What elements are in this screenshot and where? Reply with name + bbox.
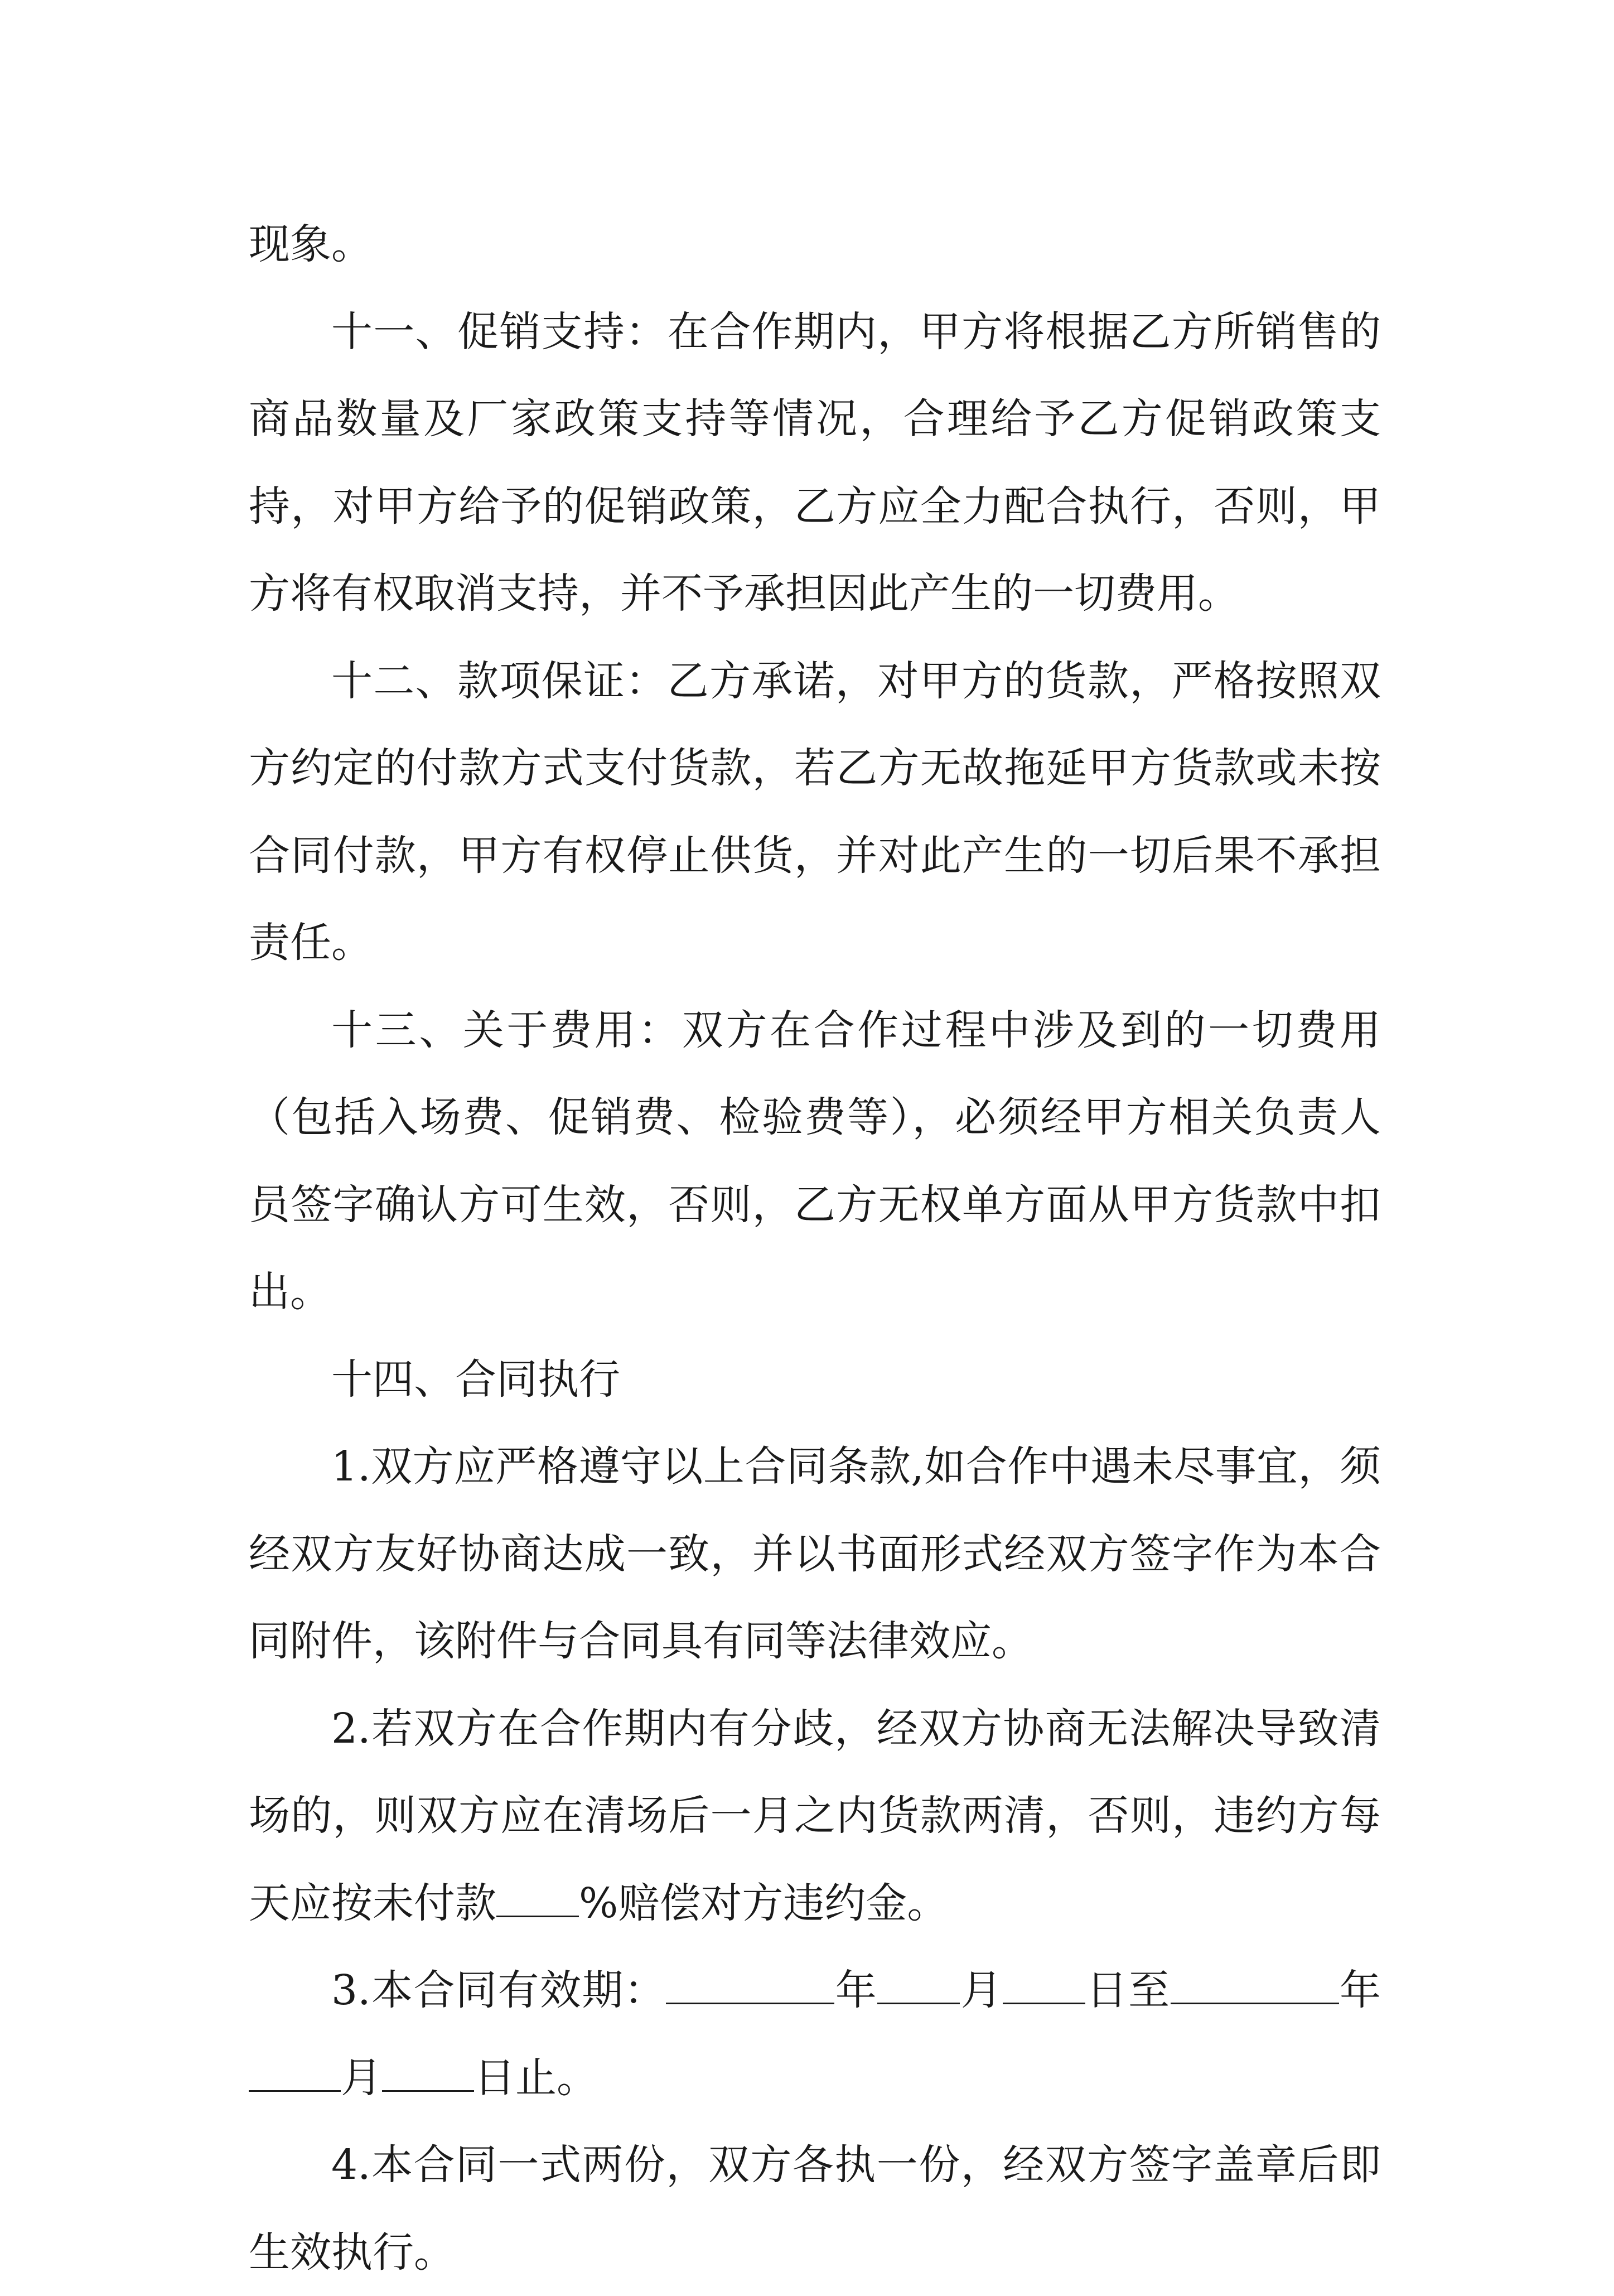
- clause-13-fees: 十三、关于费用：双方在合作过程中涉及到的一切费用（包括入场费、促销费、检验费等），必须经甲方相关负责人员签字确认方可生效，否则，乙方无权单方面从甲方货款中扣出。: [249, 1006, 1381, 1316]
- clause-12-payment-guarantee: 十二、款项保证：乙方承诺，对甲方的货款，严格按照双方约定的付款方式支付货款，若乙方无故拖延甲方货款或未按合同付款，甲方有权停止供货，并对此产生的一切后果不承担责任。: [249, 657, 1381, 967]
- clause-14-item-3: [249, 1947, 1381, 2121]
- year-label: 年: [834, 1966, 878, 2014]
- validity-label: 3.本合同有效期：: [331, 1966, 666, 2014]
- month-label-2: 月: [341, 2053, 382, 2102]
- contract-body: [249, 201, 1381, 2296]
- clause-14-heading: 十四、合同执行: [331, 1355, 620, 1403]
- clause-14-item-4: 4.本合同一式两份，双方各执一份，经双方签字盖章后即生效执行。: [249, 2141, 1381, 2276]
- day-end-label: 日止。: [474, 2053, 598, 2102]
- start-day-blank: [1003, 1968, 1085, 2004]
- clause-14-item-2: [249, 1685, 1381, 1947]
- start-year-blank: [666, 1968, 834, 2004]
- start-month-blank: [877, 1968, 960, 2004]
- penalty-rate-blank: [496, 1881, 579, 1917]
- year-label-2: 年: [1338, 1966, 1381, 2014]
- clause-11-promotion-support: 十一、促销支持：在合作期内，甲方将根据乙方所销售的商品数量及厂家政策支持等情况，合理给予乙方促销政策支持，对甲方给予的促销政策，乙方应全力配合执行，否则，甲方将有权取消支持，并不予承担因此产生的一切费用。: [249, 307, 1381, 618]
- item-2-text-end: %赔偿对方违约金。: [579, 1879, 949, 1927]
- end-month-blank: [249, 2056, 341, 2092]
- day-to-label: 日至: [1085, 1966, 1171, 2014]
- paragraph-continuation: 现象。: [249, 220, 373, 268]
- clause-14-item-1: 1.双方应严格遵守以上合同条款,如合作中遇未尽事宜，须经双方友好协商达成一致，并以书面形式经双方签字作为本合同附件，该附件与合同具有同等法律效应。: [249, 1443, 1381, 1665]
- end-year-blank: [1171, 1968, 1339, 2004]
- month-label: 月: [960, 1966, 1003, 2014]
- end-day-blank: [382, 2056, 474, 2092]
- item-2-text: 2.若双方在合作期内有分歧，经双方协商无法解决导致清场的，则双方应在清场后一月之内货款两清，否则，违约方每天应按未付款: [249, 1704, 1381, 1927]
